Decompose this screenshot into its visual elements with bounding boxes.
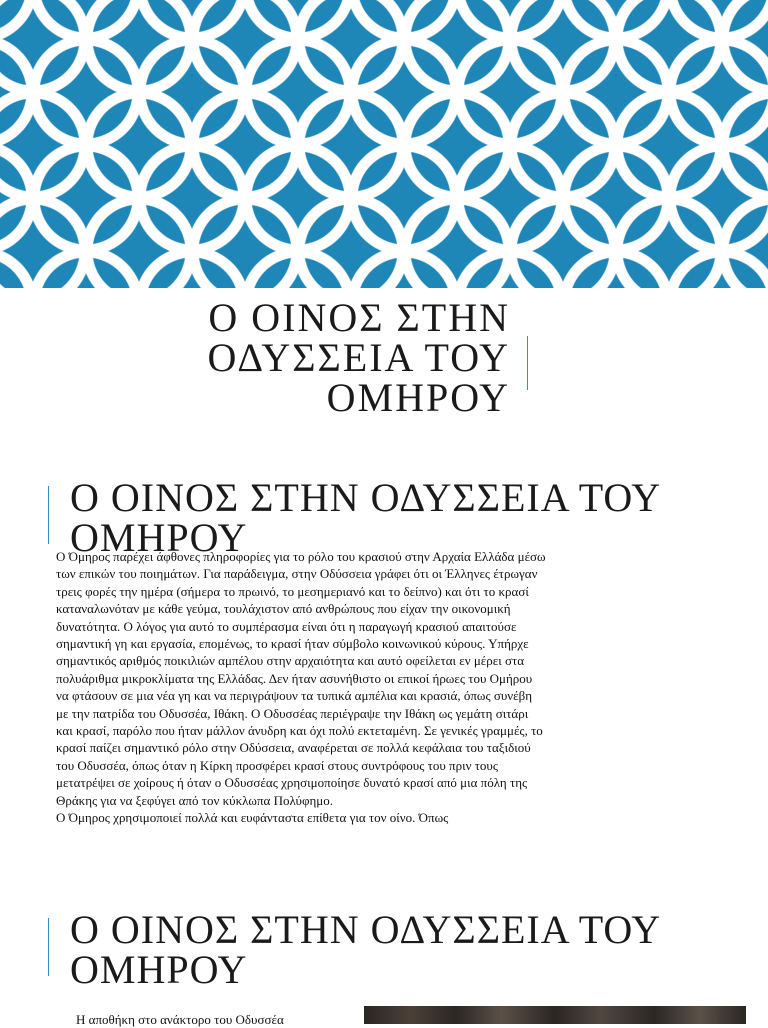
title-line: ΟΜΗΡΟΥ [70,947,248,992]
slide2-heading [70,475,710,560]
title-line: ΟΜΗΡΟΥ [70,515,248,560]
accent-line [527,336,528,390]
decorative-pattern-overlay [0,0,768,288]
title-line: ΟΜΗΡΟΥ [326,375,510,420]
paragraph: Ο Όμηρος παρέχει άφθονες πληροφορίες για το ρόλο του κρασιού στην Αρχαία Ελλάδα μέσω των επικών του ποιημάτων. Για παράδειγμα, στην Οδύσσεια γράφει ότι οι Έλληνες έτρωγαν τρεις φορές την ημέρα (σήμερα το πρωινό, το μεσημεριανό και το δείπνο) και ότι το κρασί καταναλωνόταν με κάθε γεύμα, τουλάχιστον από ανθρώπους που είχαν την οικονομική δυνατότητα. Ο λόγος για αυτό το συμπέρασμα είναι ότι η παραγωγή κρασιού απαιτούσε σημαντική γη και εργασία, επομένως, το κρασί ήταν σύμβολο κοινωνικού κύρους. Υπήρχε σημαντικός αριθμός ποικιλιών αμπέλου στην αρχαιότητα και αυτό οφείλεται εν μέρει στα πολυάριθμα μικροκλίματα της Ελλάδας. Δεν ήταν ασυνήθιστο οι επικοί ήρωες του Ομήρου να φτάσουν σε μια νέα γη και να περιγράψουν τα τυπικά αμπέλια και κρασιά, όπως συνέβη με την πατρίδα του Οδυσσέα, Ιθάκη. Ο Οδυσσέας περιέγραψε την Ιθάκη ως γεμάτη σιτάρι και κρασί, παρόλο που ήταν μάλλον άνυδρη και όχι πολύ εκτεταμένη. Σε γενικές γραμμές, το κρασί παίζει σημαντικό ρόλο στην Οδύσσεια, αναφέρεται σε πολλά κεφάλαια του ταξιδιού του Οδυσσέα, όπως όταν η Κίρκη προσφέρει κρασί στους συντρόφους του πριν τους μετατρέψει σε χοίρους ή όταν ο Οδυσσέας χρησιμοποίησε δυνατό κρασί από μια πόλη της Θράκης για να ξεφύγει από τον κύκλωπα Πολύφημο. [56,549,546,808]
amphora-photo [364,1006,746,1024]
title-line: Ο ΟΙΝΟΣ ΣΤΗΝ ΟΔΥΣΣΕΙΑ ΤΟΥ [70,907,662,952]
slide2-body-text [56,548,546,870]
title-slide-heading [90,295,510,420]
slide3-caption: Η αποθήκη στο ανάκτορο του Οδυσσέα [76,1012,284,1027]
slide3-heading [70,907,710,992]
title-line: ΟΔΥΣΣΕΙΑ ΤΟΥ [207,335,510,380]
accent-line [48,918,49,976]
title-line: Ο ΟΙΝΟΣ ΣΤΗΝ ΟΔΥΣΣΕΙΑ ΤΟΥ [70,475,662,520]
title-line: Ο ΟΙΝΟΣ ΣΤΗΝ [208,295,510,340]
paragraph: Ο Όμηρος χρησιμοποιεί πολλά και ευφάνταστα επίθετα για τον οίνο. Όπως [56,810,449,826]
accent-line [48,486,49,544]
